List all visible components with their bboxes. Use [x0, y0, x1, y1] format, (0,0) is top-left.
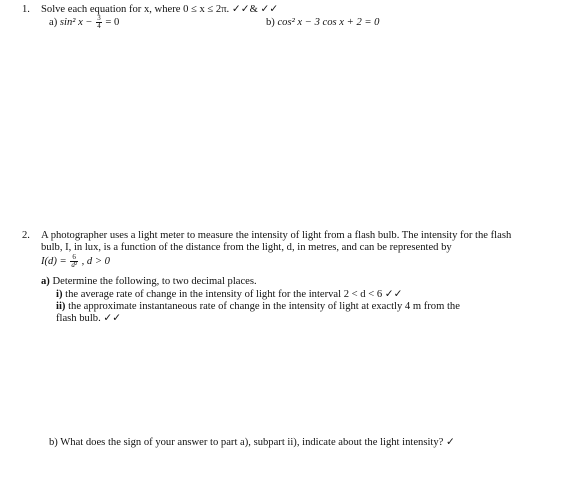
question-1a-label: a) — [49, 16, 58, 28]
question-2a-label: a) — [41, 276, 50, 287]
question-2-function-fraction-denominator: d² — [71, 261, 77, 269]
question-2a-ii-label: ii) — [56, 301, 66, 312]
question-2-function-fraction — [70, 254, 78, 269]
question-2-function-left: I(d) = — [41, 255, 67, 267]
question-2b-label: b) — [49, 437, 58, 448]
question-2a-ii-continuation: flash bulb. ✓✓ — [56, 313, 122, 324]
question-2a-i — [56, 289, 403, 301]
question-1-number: 1. — [22, 4, 30, 15]
question-1a-fraction-numerator: 3 — [97, 14, 101, 22]
question-2a — [41, 276, 257, 288]
question-2b — [49, 437, 455, 449]
question-2-number: 2. — [22, 230, 30, 241]
question-2a-i-text: the average rate of change in the intensity of light for the interval 2 < d < 6 ✓✓ — [65, 289, 403, 300]
question-2b-text: What does the sign of your answer to part a), subpart ii), indicate about the light intensity? ✓ — [60, 437, 455, 448]
question-1a-fraction — [96, 15, 102, 30]
question-1a-fraction-denominator: 4 — [97, 22, 101, 30]
question-2a-text: Determine the following, to two decimal places. — [52, 276, 257, 287]
question-1b-equation: cos² x − 3 cos x + 2 = 0 — [277, 17, 380, 28]
question-2a-ii-text: the approximate instantaneous rate of change in the intensity of light at exactly 4 m from the — [68, 301, 460, 312]
question-1a-equation-left: sin² x − — [59, 16, 93, 28]
question-1b-label: b) — [266, 17, 275, 28]
question-2-function-fraction-numerator: 6 — [70, 254, 78, 262]
question-1-prompt: Solve each equation for x, where 0 ≤ x ≤ 2π. ✓✓& ✓✓ — [41, 4, 279, 15]
question-2-line-2: bulb, I, in lux, is a function of the distance from the light, d, in metres, and can be represented by — [41, 242, 452, 253]
question-2a-i-label: i) — [56, 289, 63, 300]
question-2-function-domain: , d > 0 — [81, 255, 110, 267]
question-2-function — [41, 254, 110, 269]
question-1a-equation-right: = 0 — [105, 16, 120, 28]
question-2a-ii — [56, 301, 460, 313]
question-1a — [49, 15, 119, 30]
question-2-line-1: A photographer uses a light meter to measure the intensity of light from a flash bulb. The intensity for the flash — [41, 230, 512, 241]
question-1b — [266, 17, 379, 29]
